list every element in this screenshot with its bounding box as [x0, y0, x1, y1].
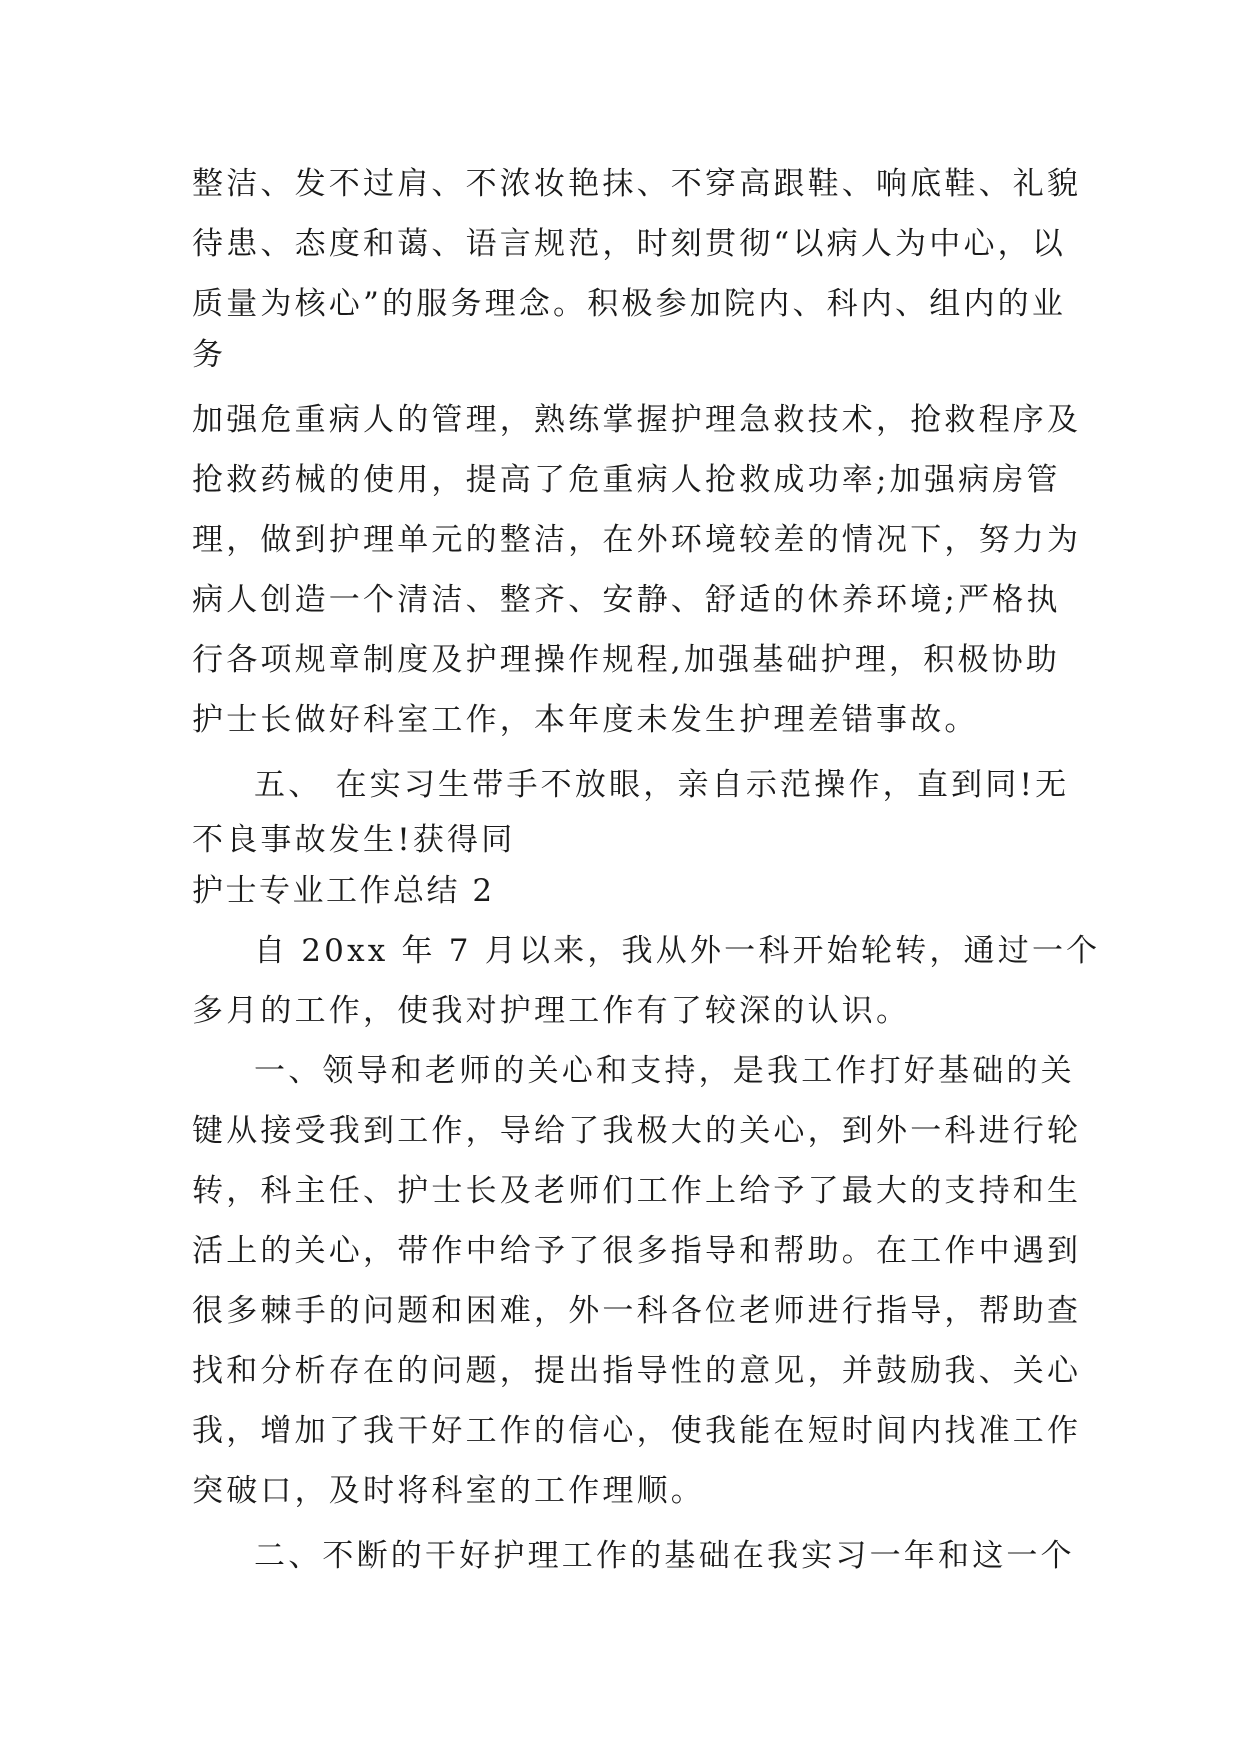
text-line: 活上的关心，带作中给予了很多指导和帮助。在工作中遇到 — [192, 1233, 1082, 1269]
text-line: 找和分析存在的问题，提出指导性的意见，并鼓励我、关心 — [192, 1353, 1082, 1389]
document-body — [192, 154, 1101, 1586]
text-line: 突破口，及时将科室的工作理顺。 — [192, 1473, 705, 1509]
text-line: 行各项规章制度及护理操作规程,加强基础护理，积极协助 — [192, 642, 1061, 678]
text-line: 二、不断的干好护理工作的基础在我实习一年和这一个 — [254, 1538, 1075, 1574]
text-line: 转，科主任、护士长及老师们工作上给予了最大的支持和生 — [192, 1173, 1082, 1209]
text-line: 理，做到护理单元的整洁，在外环境较差的情况下，努力为 — [192, 522, 1082, 558]
text-line: 多月的工作，使我对护理工作有了较深的认识。 — [192, 993, 911, 1029]
text-line: 五、 在实习生带手不放眼，亲自示范操作，直到同!无 — [254, 767, 1070, 803]
text-line: 加强危重病人的管理，熟练掌握护理急救技术，抢救程序及 — [192, 402, 1082, 438]
text-line: 不良事故发生!获得同 — [192, 822, 516, 858]
text-line: 一、领导和老师的关心和支持，是我工作打好基础的关 — [254, 1053, 1075, 1089]
text-line: 病人创造一个清洁、整齐、安静、舒适的休养环境;严格执 — [192, 582, 1061, 618]
text-line: 质量为核心”的服务理念。积极参加院内、科内、组内的业 — [192, 286, 1067, 322]
text-line: 待患、态度和蔼、语言规范，时刻贯彻“以病人为中心，以 — [192, 226, 1067, 262]
text-line: 抢救药械的使用，提高了危重病人抢救成功率;加强病房管 — [192, 462, 1061, 498]
text-line: 自 20xx 年 7 月以来，我从外一科开始轮转，通过一个 — [254, 933, 1101, 969]
text-line: 我，增加了我干好工作的信心，使我能在短时间内找准工作 — [192, 1413, 1082, 1449]
text-line: 护士长做好科室工作，本年度未发生护理差错事故。 — [192, 702, 979, 738]
text-line: 很多棘手的问题和困难，外一科各位老师进行指导，帮助查 — [192, 1293, 1082, 1329]
text-line: 键从接受我到工作，导给了我极大的关心，到外一科进行轮 — [192, 1113, 1082, 1149]
text-line: 整洁、发不过肩、不浓妆艳抹、不穿高跟鞋、响底鞋、礼貌 — [192, 166, 1082, 202]
section-heading: 护士专业工作总结 2 — [192, 873, 495, 909]
text-line: 务 — [192, 337, 227, 373]
